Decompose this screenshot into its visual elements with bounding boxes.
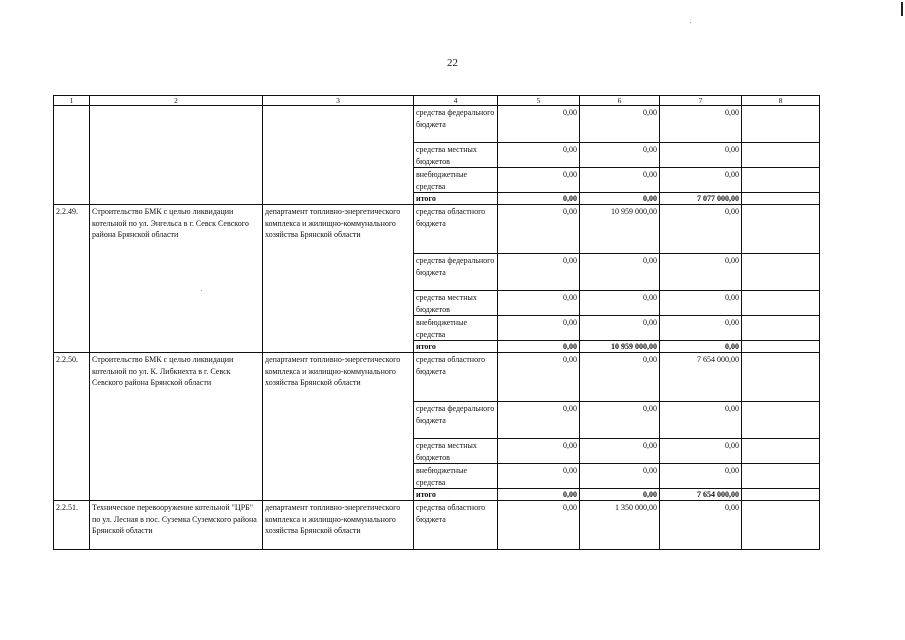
- amount-c7: 0,00: [660, 205, 742, 254]
- item-executor: департамент топливно-энергетического комплекса и жилищно-коммунального хозяйства Брянской области: [263, 205, 414, 353]
- funding-row: [54, 205, 820, 254]
- amount-c7: 0,00: [660, 254, 742, 291]
- item-number: 2.2.49.: [54, 205, 90, 353]
- funding-source: итого: [414, 193, 498, 205]
- amount-c5: 0,00: [498, 316, 580, 341]
- amount-c6: 0,00: [580, 291, 660, 316]
- amount-c5: 0,00: [498, 464, 580, 489]
- scan-edge-mark: [901, 2, 903, 16]
- amount-c7: 0,00: [660, 143, 742, 168]
- amount-c6: 0,00: [580, 143, 660, 168]
- funding-source: средства областного бюджета: [414, 353, 498, 402]
- amount-c7: 7 654 000,00: [660, 353, 742, 402]
- funding-source: средства федерального бюджета: [414, 402, 498, 439]
- funding-row: [54, 106, 820, 143]
- amount-c6: 10 959 000,00: [580, 205, 660, 254]
- item-name: [90, 106, 263, 205]
- item-number: 2.2.50.: [54, 353, 90, 501]
- amount-c7: 0,00: [660, 464, 742, 489]
- funding-source: средства федерального бюджета: [414, 106, 498, 143]
- column-header: 6: [580, 96, 660, 106]
- funding-source: средства федерального бюджета: [414, 254, 498, 291]
- amount-c7: 0,00: [660, 402, 742, 439]
- item-name: Строительство БМК с целью ликвидации котельной по ул. К. Либкнехта в г. Севск Севского района Брянской области: [90, 353, 263, 501]
- funding-source: средства местных бюджетов: [414, 439, 498, 464]
- amount-c5: 0,00: [498, 143, 580, 168]
- amount-c6: 0,00: [580, 464, 660, 489]
- amount-c7: 0,00: [660, 106, 742, 143]
- amount-c7: 0,00: [660, 341, 742, 353]
- funding-source: внебюджетные средства: [414, 316, 498, 341]
- column-header: 2: [90, 96, 263, 106]
- funding-source: итого: [414, 489, 498, 501]
- page-number: 22: [447, 57, 458, 69]
- funding-source: средства местных бюджетов: [414, 291, 498, 316]
- amount-c6: 0,00: [580, 106, 660, 143]
- item-executor: департамент топливно-энергетического комплекса и жилищно-коммунального хозяйства Брянской области: [263, 353, 414, 501]
- item-name: Строительство БМК с целью ликвидации котельной по ул. Энгельса в г. Севск Севского района Брянской области: [90, 205, 263, 353]
- funding-row: [54, 501, 820, 550]
- amount-c8: [742, 254, 820, 291]
- amount-c5: 0,00: [498, 106, 580, 143]
- amount-c8: [742, 439, 820, 464]
- amount-c6: 0,00: [580, 168, 660, 193]
- amount-c8: [742, 193, 820, 205]
- scan-speck: [690, 22, 691, 23]
- amount-c6: 0,00: [580, 402, 660, 439]
- amount-c5: 0,00: [498, 353, 580, 402]
- amount-c5: 0,00: [498, 439, 580, 464]
- amount-c5: 0,00: [498, 168, 580, 193]
- amount-c7: 0,00: [660, 291, 742, 316]
- amount-c8: [742, 291, 820, 316]
- amount-c8: [742, 464, 820, 489]
- amount-c8: [742, 402, 820, 439]
- amount-c5: 0,00: [498, 489, 580, 501]
- column-header: 1: [54, 96, 90, 106]
- amount-c6: 0,00: [580, 439, 660, 464]
- amount-c8: [742, 501, 820, 550]
- amount-c7: 0,00: [660, 501, 742, 550]
- amount-c8: [742, 341, 820, 353]
- item-number: 2.2.51.: [54, 501, 90, 550]
- amount-c8: [742, 489, 820, 501]
- amount-c7: 7 077 000,00: [660, 193, 742, 205]
- item-executor: департамент топливно-энергетического комплекса и жилищно-коммунального хозяйства Брянской области: [263, 501, 414, 550]
- amount-c8: [742, 143, 820, 168]
- column-header: 7: [660, 96, 742, 106]
- amount-c6: 0,00: [580, 193, 660, 205]
- amount-c7: 7 654 000,00: [660, 489, 742, 501]
- amount-c5: 0,00: [498, 205, 580, 254]
- column-header: 5: [498, 96, 580, 106]
- funding-source: внебюджетные средства: [414, 464, 498, 489]
- amount-c6: 0,00: [580, 489, 660, 501]
- amount-c8: [742, 168, 820, 193]
- funding-source: внебюджетные средства: [414, 168, 498, 193]
- amount-c8: [742, 106, 820, 143]
- amount-c7: 0,00: [660, 439, 742, 464]
- amount-c5: 0,00: [498, 254, 580, 291]
- amount-c8: [742, 205, 820, 254]
- funding-source: средства областного бюджета: [414, 501, 498, 550]
- item-number: [54, 106, 90, 205]
- amount-c5: 0,00: [498, 341, 580, 353]
- amount-c5: 0,00: [498, 193, 580, 205]
- funding-source: средства областного бюджета: [414, 205, 498, 254]
- amount-c8: [742, 353, 820, 402]
- column-header: 4: [414, 96, 498, 106]
- item-executor: [263, 106, 414, 205]
- amount-c8: [742, 316, 820, 341]
- column-header: 8: [742, 96, 820, 106]
- amount-c7: 0,00: [660, 168, 742, 193]
- amount-c6: 0,00: [580, 353, 660, 402]
- amount-c6: 1 350 000,00: [580, 501, 660, 550]
- amount-c6: 10 959 000,00: [580, 341, 660, 353]
- column-header: 3: [263, 96, 414, 106]
- amount-c5: 0,00: [498, 402, 580, 439]
- amount-c6: 0,00: [580, 254, 660, 291]
- amount-c7: 0,00: [660, 316, 742, 341]
- column-header-row: [54, 96, 820, 106]
- amount-c6: 0,00: [580, 316, 660, 341]
- amount-c5: 0,00: [498, 291, 580, 316]
- item-name: Техническое перевооружение котельной "ЦРБ" по ул. Лесная в пос. Суземка Суземского района Брянской области: [90, 501, 263, 550]
- amount-c5: 0,00: [498, 501, 580, 550]
- budget-table: [53, 95, 820, 550]
- funding-source: средства местных бюджетов: [414, 143, 498, 168]
- funding-source: итого: [414, 341, 498, 353]
- funding-row: [54, 353, 820, 402]
